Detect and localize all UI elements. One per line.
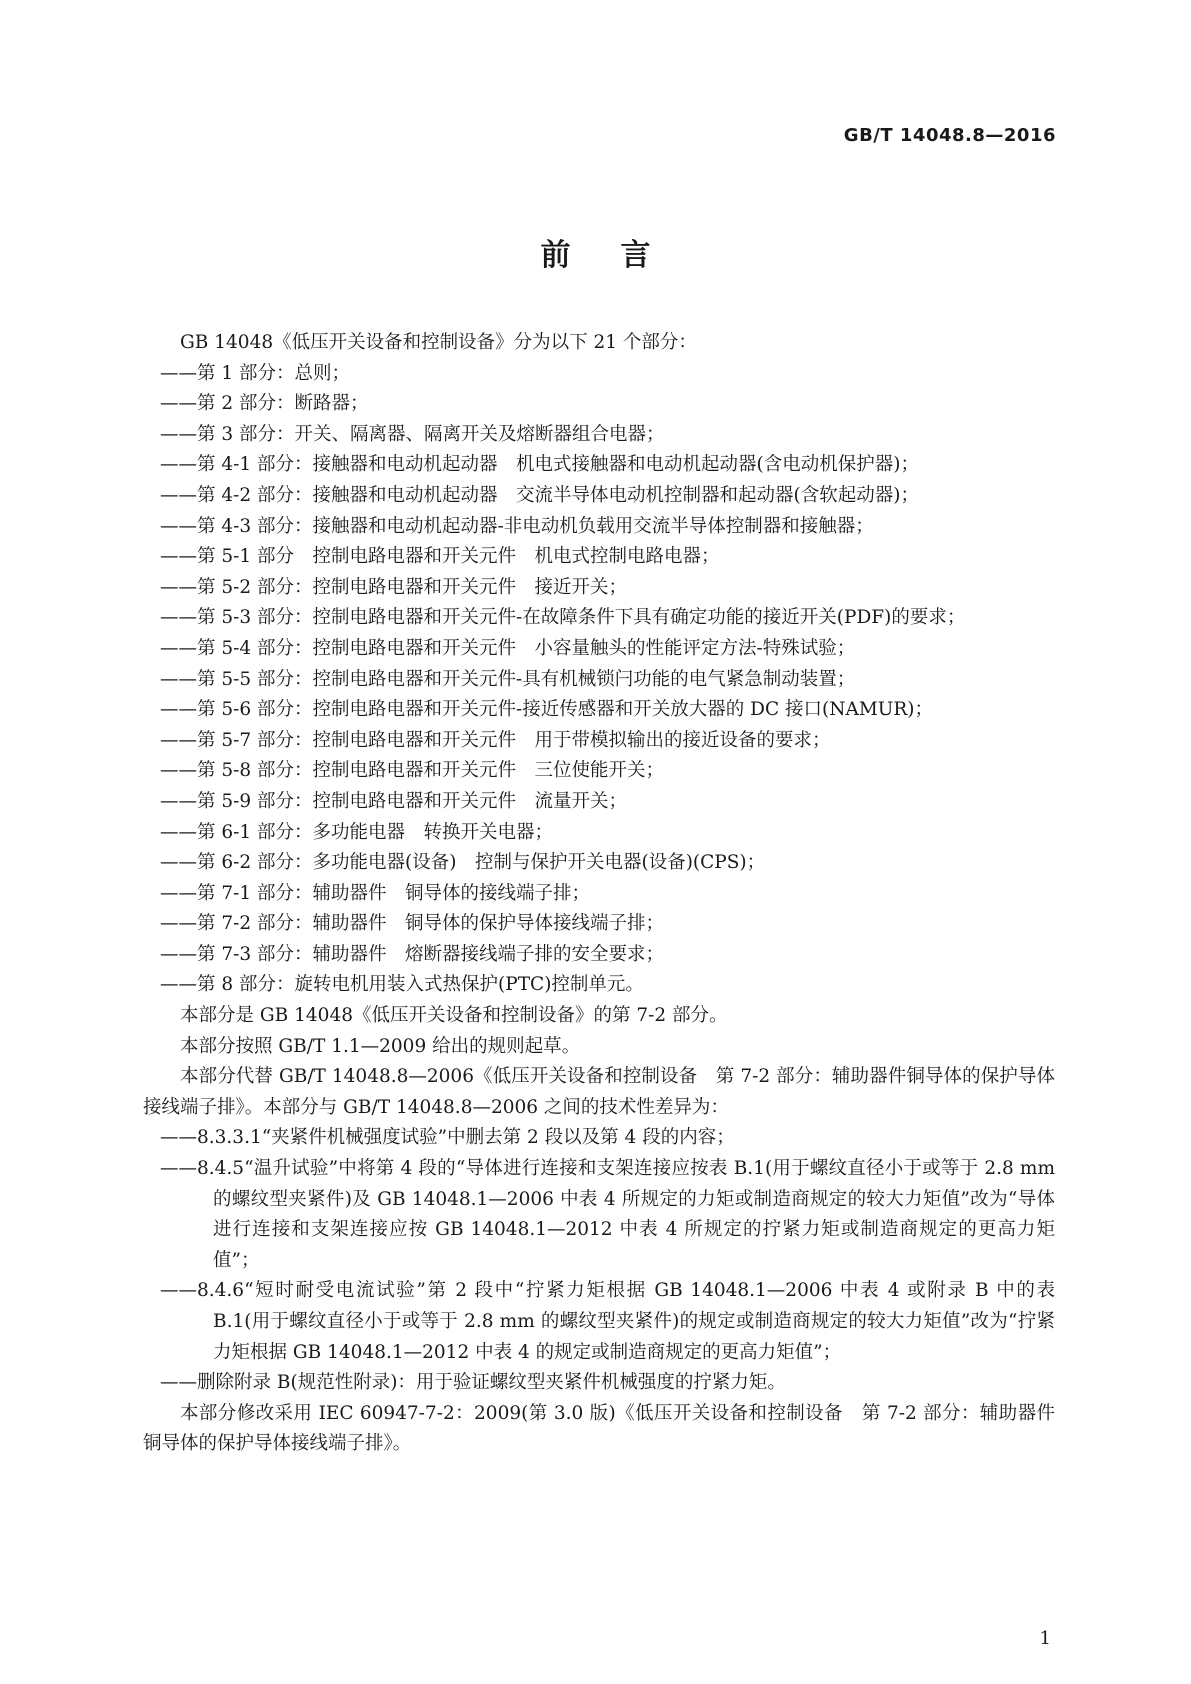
list-item: ——第 6-2 部分：多功能电器(设备) 控制与保护开关电器(设备)(CPS)； [160, 852, 766, 874]
drafting-paragraph: 本部分按照 GB/T 1.1—2009 给出的规则起草。 [180, 1035, 581, 1057]
list-item: ——8.4.5“温升试验”中将第 4 段的“导体进行连接和支架连接应按表 B.1(用于螺纹直径小于或等于 2.8 mm 的螺纹型夹紧件)及 GB 14048.1—2006 中表 4 所规定的力矩或制造商规定的较大力矩值”改为“导体进行连接和支架连接应按 GB 14048.1—2012 中表 4 所规定的拧紧力矩或制造商规定的更高力矩值”； [160, 1158, 1055, 1271]
replaces-paragraph: 本部分代替 GB/T 14048.8—2006《低压开关设备和控制设备 第 7-2 部分：辅助器件铜导体的保护导体接线端子排》。本部分与 GB/T 14048.8—2006 之间的技术性差异为： [143, 1066, 1055, 1118]
list-item: ——删除附录 B(规范性附录)：用于验证螺纹型夹紧件机械强度的拧紧力矩。 [160, 1372, 786, 1394]
list-item: ——第 5-6 部分：控制电路电器和开关元件-接近传感器和开关放大器的 DC 接口(NAMUR)； [160, 699, 934, 721]
page-number: 1 [1039, 1628, 1051, 1649]
intro-paragraph: GB 14048《低压开关设备和控制设备》分为以下 21 个部分： [180, 332, 697, 353]
adoption-paragraph: 本部分修改采用 IEC 60947-7-2：2009(第 3.0 版)《低压开关设备和控制设备 第 7-2 部分：辅助器件 铜导体的保护导体接线端子排》。 [143, 1402, 1074, 1455]
list-item: ——第 5-4 部分：控制电路电器和开关元件 小容量触头的性能评定方法-特殊试验； [160, 637, 856, 659]
part-of-paragraph: 本部分是 GB 14048《低压开关设备和控制设备》的第 7-2 部分。 [180, 1005, 728, 1027]
list-item: ——8.4.6“短时耐受电流试验”第 2 段中“拧紧力矩根据 GB 14048.1—2006 中表 4 或附录 B 中的表 B.1(用于螺纹直径小于或等于 2.8 mm 的螺纹型夹紧件)的规定或制造商规定的较大力矩值”改为“拧紧力矩根据 GB 14048.1—2012 中表 4 的规定或制造商规定的更高力矩值”； [160, 1280, 1055, 1363]
list-item: ——第 5-7 部分：控制电路电器和开关元件 用于带模拟输出的接近设备的要求； [160, 729, 831, 751]
list-item: ——第 7-3 部分：辅助器件 熔断器接线端子排的安全要求； [160, 943, 665, 965]
list-item: ——第 5-2 部分：控制电路电器和开关元件 接近开关； [160, 576, 628, 598]
list-item: ——第 4-3 部分：接触器和电动机起动器-非电动机负载用交流半导体控制器和接触器； [160, 515, 874, 537]
list-item: ——第 5-3 部分：控制电路电器和开关元件-在故障条件下具有确定功能的接近开关(PDF)的要求； [160, 607, 966, 629]
preface-body [143, 328, 1074, 1460]
list-item: ——第 5-1 部分 控制电路电器和开关元件 机电式控制电路电器； [160, 546, 720, 568]
list-item: ——8.3.3.1“夹紧件机械强度试验”中删去第 2 段以及第 4 段的内容； [160, 1127, 735, 1149]
list-item: ——第 8 部分：旋转电机用装入式热保护(PTC)控制单元。 [160, 974, 644, 996]
list-item: ——第 5-5 部分：控制电路电器和开关元件-具有机械锁闩功能的电气紧急制动装置； [160, 668, 856, 690]
list-item: ——第 5-8 部分：控制电路电器和开关元件 三位使能开关； [160, 760, 665, 782]
list-item: ——第 2 部分：断路器； [160, 393, 369, 415]
list-item: ——第 3 部分：开关、隔离器、隔离开关及熔断器组合电器； [160, 423, 665, 445]
standard-code: GB/T 14048.8—2016 [843, 125, 1056, 146]
list-item: ——第 6-1 部分：多功能电器 转换开关电器； [160, 821, 554, 843]
list-item: ——第 7-1 部分：辅助器件 铜导体的接线端子排； [160, 882, 591, 904]
parts-list [143, 359, 1055, 1001]
list-item: ——第 1 部分：总则； [160, 362, 351, 384]
list-item: ——第 4-1 部分：接触器和电动机起动器 机电式接触器和电动机起动器(含电动机保护器)； [160, 454, 919, 476]
list-item: ——第 7-2 部分：辅助器件 铜导体的保护导体接线端子排； [160, 913, 665, 935]
list-item: ——第 4-2 部分：接触器和电动机起动器 交流半导体电动机控制器和起动器(含软起动器)； [160, 484, 919, 506]
page-title: 前言 [540, 238, 701, 273]
changes-list [143, 1123, 1055, 1398]
list-item: ——第 5-9 部分：控制电路电器和开关元件 流量开关； [160, 790, 628, 812]
